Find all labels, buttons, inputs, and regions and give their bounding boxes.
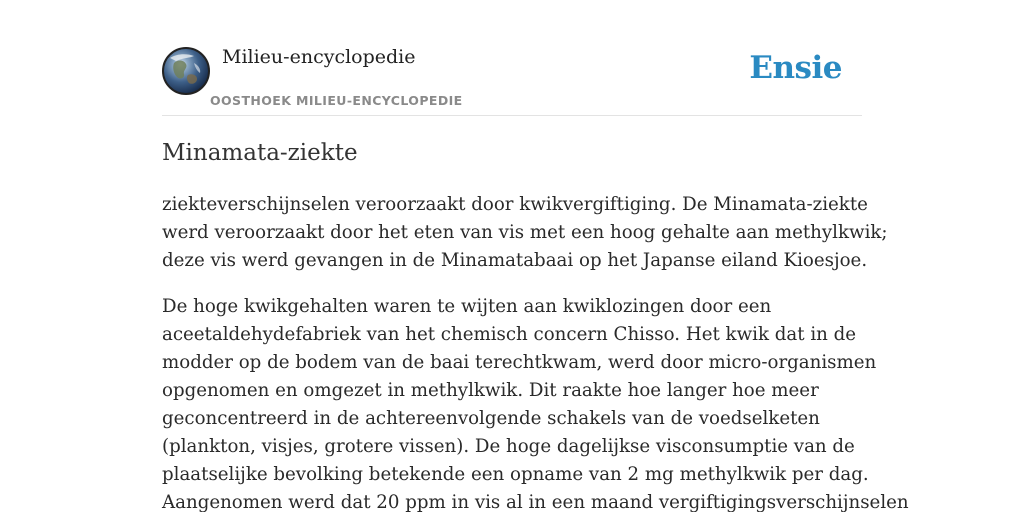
text-line: Aangenomen werd dat 20 ppm in vis al in een maand vergiftigingsverschijnselen: [162, 492, 909, 512]
text-line: aceetaldehydefabriek van het chemisch concern Chisso. Het kwik dat in de: [162, 324, 857, 345]
page: [162, 0, 909, 512]
text-line: plaatselijke bevolking betekende een opname van 2 mg methylkwik per dag.: [162, 464, 869, 485]
text-line: De hoge kwikgehalten waren te wijten aan kwiklozingen door een: [162, 296, 772, 317]
text-line: (plankton, visjes, grotere vissen). De hoge dagelijkse visconsumptie van de: [162, 436, 855, 457]
text-line: ziekteverschijnselen veroorzaakt door kwikvergiftiging. De Minamata-ziekte: [162, 194, 868, 215]
site-name[interactable]: Milieu-encyclopedie: [222, 46, 416, 68]
site-header: [162, 0, 862, 116]
brand-logo[interactable]: Ensie: [749, 50, 842, 86]
text-line: modder op de bodem van de baai terechtkwam, werd door micro-organismen: [162, 352, 877, 373]
text-line: opgenomen en omgezet in methylkwik. Dit raakte hoe langer hoe meer: [162, 380, 819, 401]
text-line: werd veroorzaakt door het eten van vis met een hoog gehalte aan methylkwik;: [162, 222, 888, 243]
article-title: Minamata-ziekte: [162, 140, 358, 166]
text-line: geconcentreerd in de achtereenvolgende schakels van de voedselketen: [162, 408, 820, 429]
paragraph-1: [162, 191, 888, 275]
text-line: deze vis werd gevangen in de Minamatabaai op het Japanse eiland Kioesjoe.: [162, 250, 868, 271]
article-body: [162, 191, 909, 512]
paragraph-2: [162, 293, 909, 512]
site-subtitle[interactable]: OOSTHOEK MILIEU-ENCYCLOPEDIE: [210, 93, 463, 108]
earth-globe-icon[interactable]: [162, 47, 210, 95]
